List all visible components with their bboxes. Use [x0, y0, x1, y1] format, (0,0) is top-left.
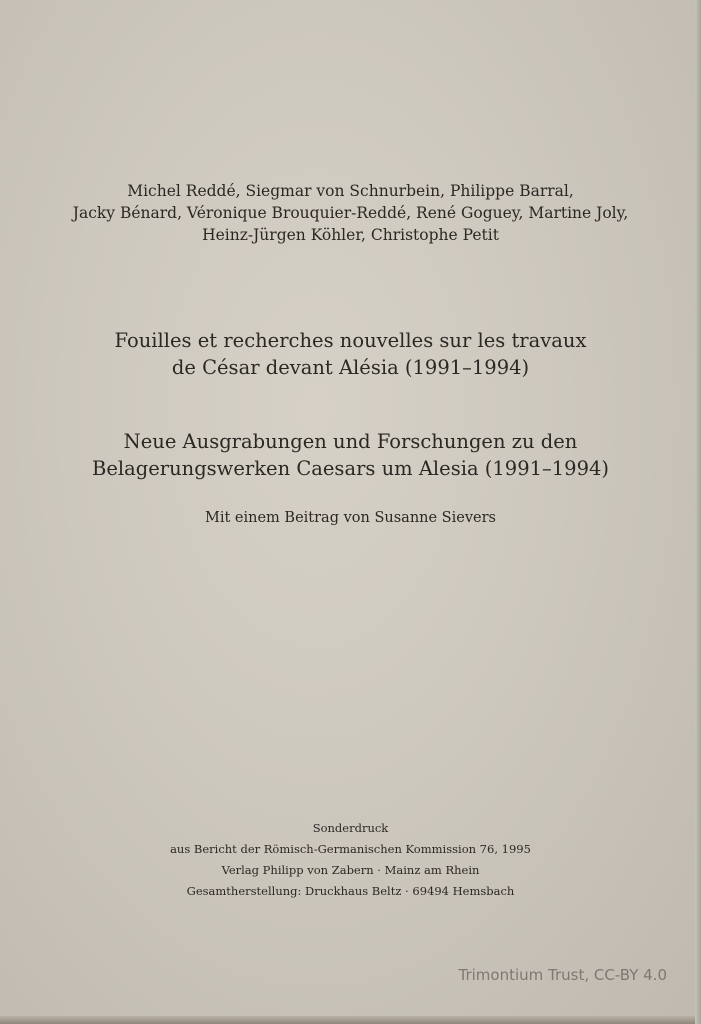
french-title [0, 327, 701, 381]
german-title [0, 428, 701, 482]
image-credit: Trimontium Trust, CC-BY 4.0 [458, 966, 667, 984]
imprint-block [0, 818, 701, 902]
german-title-line: Belagerungswerken Caesars um Alesia (1991–1994) [92, 457, 609, 480]
imprint-line: Verlag Philipp von Zabern · Mainz am Rhein [221, 863, 480, 877]
author-line: Jacky Bénard, Véronique Brouquier-Reddé, René Goguey, Martine Joly, [72, 204, 629, 222]
contribution-note: Mit einem Beitrag von Susanne Sievers [205, 510, 496, 526]
page-bottom-edge [0, 1016, 701, 1024]
imprint-line: aus Bericht der Römisch-Germanischen Kommission 76, 1995 [170, 842, 531, 856]
author-line: Michel Reddé, Siegmar von Schnurbein, Philippe Barral, [127, 182, 574, 200]
imprint-line: Sonderdruck [312, 821, 389, 835]
german-title-line: Neue Ausgrabungen und Forschungen zu den [123, 430, 578, 453]
french-title-line: Fouilles et recherches nouvelles sur les travaux [114, 329, 587, 352]
imprint-line: Gesamtherstellung: Druckhaus Beltz · 69494 Hemsbach [186, 884, 515, 898]
author-list [0, 180, 701, 246]
author-line: Heinz-Jürgen Köhler, Christophe Petit [202, 226, 499, 244]
french-title-line: de César devant Alésia (1991–1994) [171, 356, 530, 379]
